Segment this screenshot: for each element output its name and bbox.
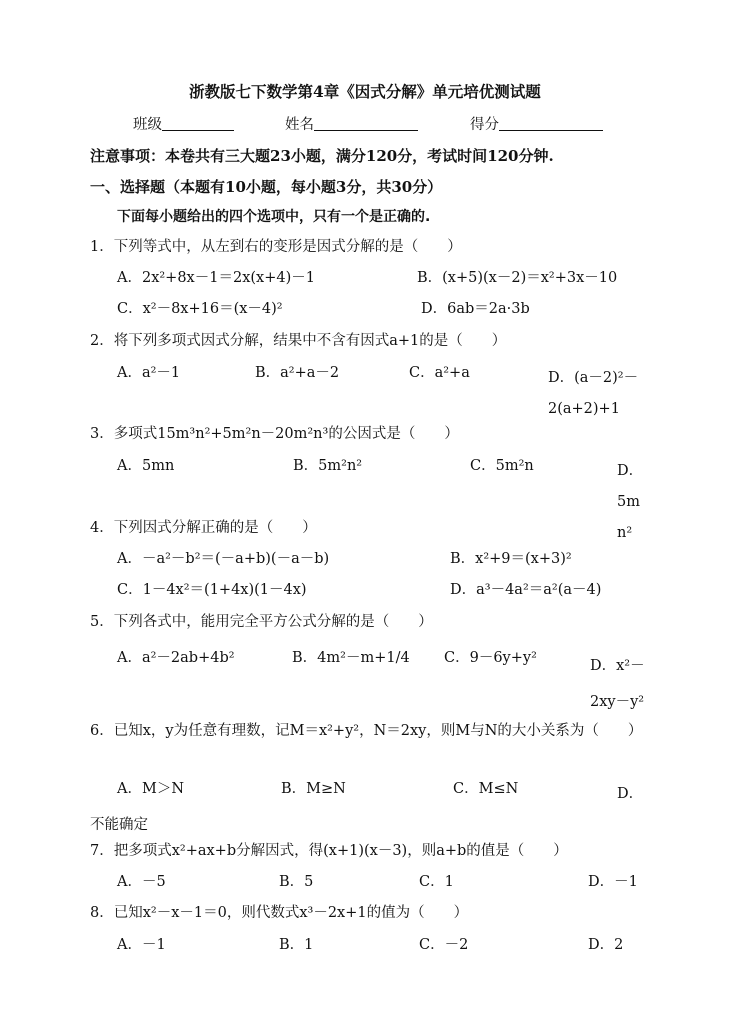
q8-stem: 8．已知x²－x－1＝0，则代数式x³－2x+1的值为（ ） (90, 905, 469, 921)
q2-option-d: D．(a－2)²－2(a+2)+1 (548, 370, 639, 417)
q7-stem: 7．把多项式x²+ax+b分解因式，得(x+1)(x－3)，则a+b的值是（ ） (90, 843, 568, 859)
q6-option-a: A．M＞N (117, 781, 185, 797)
q4-option-a: A．－a²－b²＝(－a+b)(－a－b) (117, 551, 330, 567)
score-label: 得分 (470, 117, 499, 133)
q6-stem: 6．已知x，y为任意有理数，记M＝x²+y²，N＝2xy，则M与N的大小关系为（ ） (90, 723, 643, 739)
q8-option-a: A．－1 (117, 937, 166, 953)
notice: 注意事项：本卷共有三大题23小题，满分120分，考试时间120分钟. (90, 147, 554, 165)
class-field (133, 114, 234, 135)
name-blank (314, 114, 418, 131)
q3-stem: 3．多项式15m³n²+5m²n－20m²n³的公因式是（ ） (90, 426, 459, 442)
q2-option-b: B．a²+a－2 (255, 365, 340, 381)
q8-option-b: B．1 (279, 937, 314, 953)
score-blank (499, 114, 603, 131)
q1-stem: 1．下列等式中，从左到右的变形是因式分解的是（ ） (90, 239, 462, 255)
q2-stem: 2．将下列多项式因式分解，结果中不含有因式a+1的是（ ） (90, 333, 507, 349)
q4-option-b: B．x²+9＝(x+3)² (450, 551, 572, 567)
q6-option-b: B．M≥N (281, 781, 346, 797)
q5-stem: 5．下列各式中，能用完全平方公式分解的是（ ） (90, 614, 433, 630)
q1-option-c: C．x²－8x+16＝(x－4)² (117, 301, 283, 317)
q4-option-d: D．a³－4a²＝a²(a－4) (450, 582, 602, 598)
q4-option-c: C．1－4x²＝(1+4x)(1－4x) (117, 582, 307, 598)
q3-option-d: D．5mn² (617, 463, 644, 541)
q5-option-b: B．4m²－m+1/4 (292, 650, 410, 666)
section-instruction: 下面每小题给出的四个选项中，只有一个是正确的. (117, 209, 431, 225)
q1-option-b: B．(x+5)(x－2)＝x²+3x－10 (417, 270, 618, 286)
q5-option-d: D．x²－2xy－y² (590, 658, 645, 710)
q6-option-d: D．不能确定 (90, 786, 644, 833)
q3-option-b: B．5m²n² (293, 458, 363, 474)
section-heading: 一、选择题（本题有10小题，每小题3分，共30分） (90, 178, 443, 196)
q3-option-c: C．5m²n (470, 458, 534, 474)
page-title: 浙教版七下数学第4章《因式分解》单元培优测试题 (189, 82, 541, 101)
q7-option-c: C．1 (419, 874, 454, 890)
q5-option-a: A．a²－2ab+4b² (117, 650, 235, 666)
q1-option-d: D．6ab＝2a·3b (421, 301, 530, 317)
q6-option-c: C．M≤N (453, 781, 519, 797)
q4-stem: 4．下列因式分解正确的是（ ） (90, 520, 317, 536)
q8-option-d: D．2 (588, 937, 624, 953)
q5-option-c: C．9－6y+y² (444, 650, 537, 666)
q8-option-c: C．－2 (419, 937, 469, 953)
q7-option-b: B．5 (279, 874, 314, 890)
q1-option-a: A．2x²+8x－1＝2x(x+4)－1 (117, 270, 315, 286)
name-field (285, 114, 418, 135)
q2-option-c: C．a²+a (409, 365, 470, 381)
class-blank (162, 114, 234, 131)
score-field (470, 114, 603, 135)
q3-option-a: A．5mn (117, 458, 175, 474)
q2-option-a: A．a²－1 (117, 365, 181, 381)
name-label: 姓名 (285, 117, 314, 133)
q7-option-a: A．－5 (117, 874, 166, 890)
class-label: 班级 (133, 117, 162, 133)
q7-option-d: D．－1 (588, 874, 638, 890)
